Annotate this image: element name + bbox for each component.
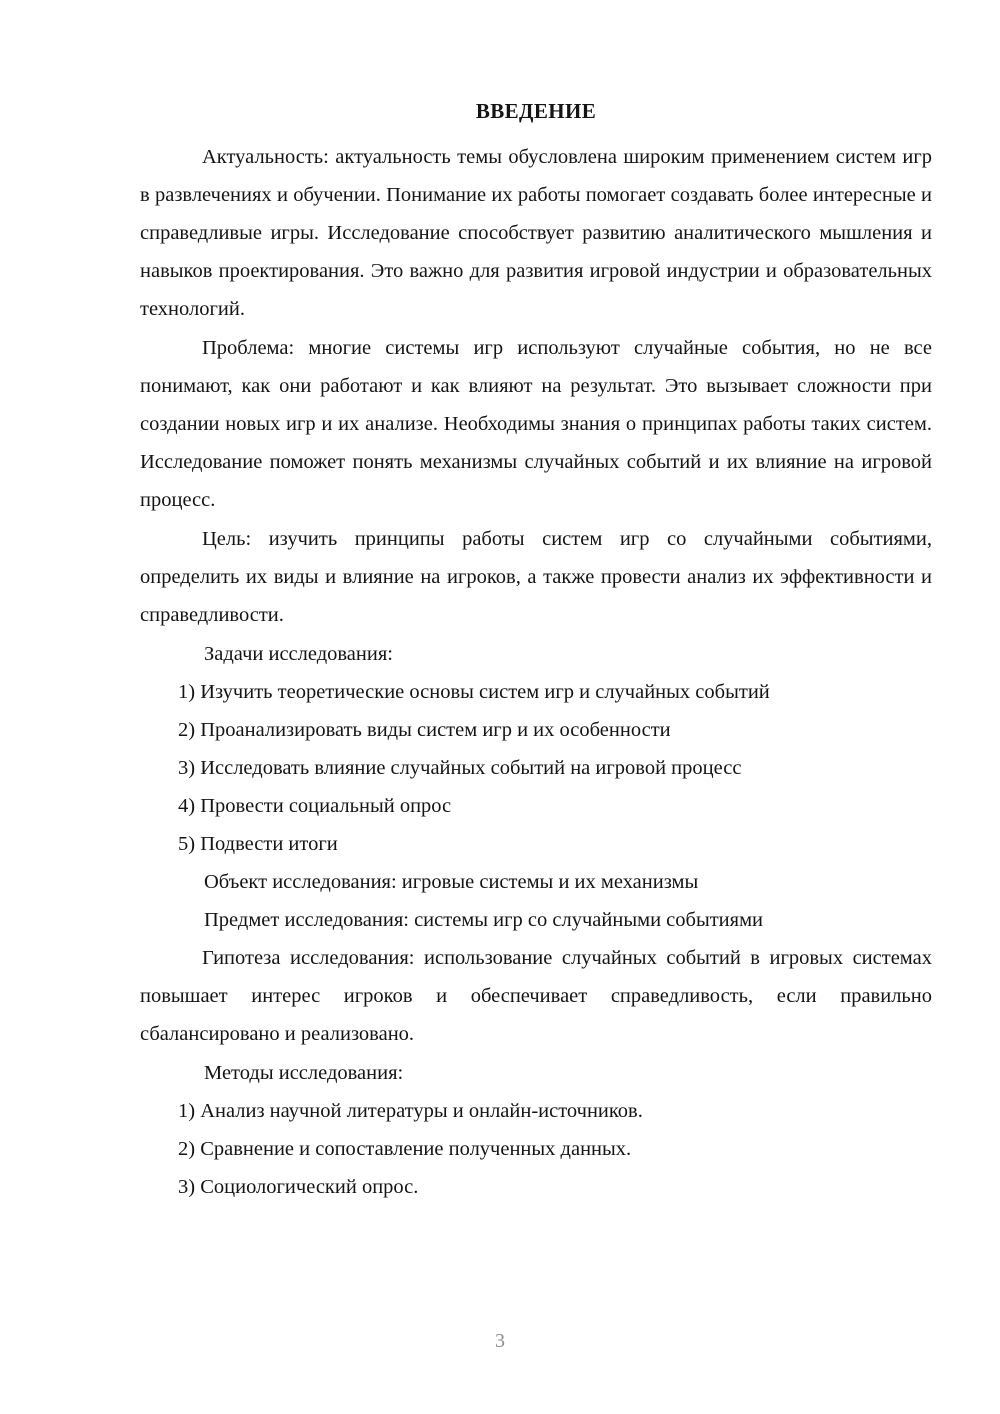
methods-list — [140, 1092, 932, 1206]
list-item: 3) Исследовать влияние случайных событий на игровой процесс — [178, 757, 742, 779]
list-item: 1) Изучить теоретические основы систем игр и случайных событий — [178, 681, 770, 703]
paragraph-relevance: Актуальность: актуальность темы обусловлена широким применением систем игр в развлечениях и обучении. Понимание их работы помогает создавать более интересные и справедливые игры. Исследование способствует развитию аналитического мышления и навыков проектирования. Это важно для развития игровой индустрии и образовательных технологий. — [140, 146, 932, 320]
list-item: 3) Социологический опрос. — [178, 1176, 419, 1198]
list-item: 2) Проанализировать виды систем игр и их особенности — [178, 719, 671, 741]
list-item: 4) Провести социальный опрос — [178, 795, 452, 817]
subject-of-research-line: Предмет исследования: системы игр со случайными событиями — [204, 909, 764, 931]
page-number: 3 — [495, 1330, 505, 1352]
page-title: ВВЕДЕНИЕ — [475, 99, 597, 123]
paragraph-goal: Цель: изучить принципы работы систем игр со случайными событиями, определить их виды и влияние на игроков, а также провести анализ их эффективности и справедливости. — [140, 528, 932, 626]
paragraph-problem: Проблема: многие системы игр используют случайные события, но не все понимают, как они работают и как влияют на результат. Это вызывает сложности при создании новых игр и их анализе. Необходимы знания о принципах работы таких систем. Исследование поможет понять механизмы случайных событий и их влияние на игровой процесс. — [140, 337, 932, 511]
methods-heading: Методы исследования: — [204, 1062, 404, 1084]
object-of-research-line: Объект исследования: игровые системы и их механизмы — [204, 871, 699, 893]
list-item: 1) Анализ научной литературы и онлайн-источников. — [178, 1100, 643, 1122]
list-item: 5) Подвести итоги — [178, 833, 338, 855]
tasks-heading: Задачи исследования: — [204, 643, 393, 665]
tasks-list — [140, 673, 932, 863]
document-body — [140, 92, 932, 1206]
paragraph-hypothesis: Гипотеза исследования: использование случайных событий в игровых системах повышает интерес игроков и обеспечивает справедливость, если правильно сбалансировано и реализовано. — [140, 947, 932, 1045]
list-item: 2) Сравнение и сопоставление полученных данных. — [178, 1138, 632, 1160]
